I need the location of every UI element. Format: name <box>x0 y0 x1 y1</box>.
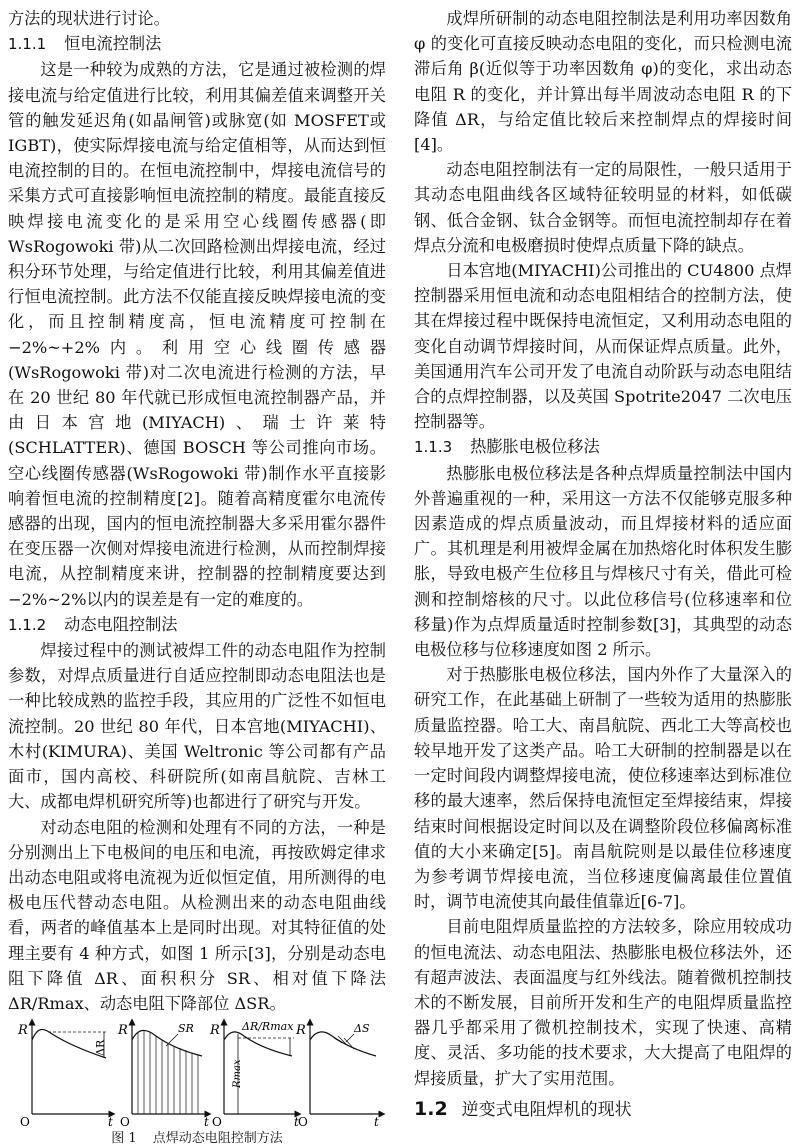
x-axis-label: t <box>108 1115 113 1129</box>
section-title: 恒电流控制法 <box>64 34 162 54</box>
paragraph: 焊接过程中的测试被焊工件的动态电阻作为控制参数，对焊点质量进行自适应控制即动态电阻法也是一种比较成熟的监控手段，其应用的广泛性不如恒电流控制。20 世纪 80 年代，日本宫地(MIYACHI)、木村(KIMURA)、美国 Weltronic 等公司都有产品面市，国内高校、科研院所(如南昌航院、吉林工大、成都电焊机研究所等)也都进行了研究与开发。 <box>8 641 386 812</box>
section-title: 热膨胀电极位移法 <box>470 437 600 457</box>
panel-s-r <box>117 1022 209 1128</box>
paragraph: 热膨胀电极位移法是各种点焊质量控制法中国内外普遍重视的一种，采用这一方法不仅能够克服多种因素造成的焊点质量波动，而且焊接材料的适应面广。其机理是利用被焊金属在加热熔化时体积发生膨胀，导致电极产生位移且与焊核尺寸有关，借此可检测和控制熔核的尺寸。以此位移信号(位移速率和位移量)作为点焊质量适时控制参数[3]，其典型的动态电极位移与位移速度如图 2 所示。 <box>414 463 792 660</box>
panel-delta-r <box>17 1022 113 1128</box>
paragraph: 动态电阻控制法有一定的局限性，一般只适用于其动态电阻曲线各区域特征较明显的材料，如低碳钢、低合金钢、钛合金钢等。而恒电流控制却存在着焊点分流和电极磨损时使焊点质量下降的缺点。 <box>414 160 792 255</box>
section-heading-1-1-3 <box>414 434 792 460</box>
section-number: 1.1.1 <box>8 35 47 54</box>
y-axis-label: R <box>18 1023 28 1039</box>
section-number: 1.1.2 <box>8 615 47 634</box>
y-axis-label: R <box>210 1023 220 1039</box>
section-number: 1.2 <box>414 1097 448 1120</box>
section-heading-1-1-1 <box>8 31 386 57</box>
figure-1-caption <box>8 1130 386 1148</box>
x-axis-label: t <box>374 1115 379 1129</box>
ratio-label: ΔR/Rmax <box>242 1020 294 1034</box>
paragraph: 对于热膨胀电极位移法，国内外作了大量深入的研究工作，在此基础上研制了一些较为适用的热膨胀质量监控器。哈工大、南昌航院、西北工大等高校也较早地开发了这类产品。哈工大研制的控制器是以在一定时间段内调整焊接电流，使位移速率达到标准位移的最大速率，然后保持电流恒定至焊接结束，焊接结束时间根据设定时间以及在调整阶段位移偏离标准值的大小来确定[5]。南昌航院则是以最佳位移速度为参考调节焊接电流，当位移速度偏离最佳位置值时，调节电流使其向最佳值靠近[6-7]。 <box>414 665 792 912</box>
left-column <box>8 6 386 1148</box>
origin-label: O <box>298 1115 308 1129</box>
s-r-label: SR <box>178 1022 194 1036</box>
panel-delta-s <box>295 1022 382 1128</box>
paragraph: 方法的现状进行讨论。 <box>8 9 170 28</box>
x-axis-label: t <box>204 1115 209 1129</box>
paragraph: 成焊所研制的动态电阻控制法是利用功率因数角 φ 的变化可直接反映动态电阻的变化，而只检测电流滞后角 β(近似等于功率因数角 φ)的变化，求出动态电阻 R 的变化，并计算出每半周波动态电阻 R 的下降值 ΔR，与给定值比较后来控制焊点的焊接时间[4]。 <box>414 9 792 155</box>
section-heading-1-2 <box>414 1097 792 1123</box>
figure-number: 图 1 <box>111 1131 137 1147</box>
figure-caption-text: 点焊动态电阻控制方法 <box>152 1131 283 1147</box>
origin-label: O <box>212 1115 222 1129</box>
paragraph: 这是一种较为成熟的方法，它是通过被检测的焊接电流与给定值进行比较，利用其偏差值来调整开关管的触发延迟角(如晶闸管)或脉宽(如 MOSFET或 IGBT)，使实际焊接电流与给定值相等，从而达到恒电流控制的目的。在恒电流控制中，焊接电流信号的采集方式可直接影响恒电流控制的精度。最能直接反映焊接电流变化的是采用空心线圈传感器(即 WsRogowoki 带)从二次回路检测出焊接电流，经过积分环节处理，与给定值进行比较，利用其偏差值进行恒电流控制。此方法不仅能直接反映焊接电流的变化，而且控制精度高，恒电流精度可控制在−2%~+2%内。利用空心线圈传感器(WsRogowoki 带)对二次电流进行检测的方法，早在 20 世纪 80 年代就已形成恒电流控制器产品，并由日本宫地(MIYACH)、瑞士许莱特(SCHLATTER)、德国 BOSCH 等公司推向市场。空心线圈传感器(WsRogowoki 带)制作水平直接影响着恒电流的控制精度[2]。随着高精度霍尔电流传感器的出现，国内的恒电流控制器大多采用霍尔器件在变压器一次侧对焊接电流进行检测，从而控制焊接电流，从控制精度来讲，控制器的控制精度要达到−2%~2%以内的误差是有一定的难度的。 <box>8 60 386 609</box>
section-title: 逆变式电阻焊机的现状 <box>461 1099 632 1120</box>
panel-ratio <box>209 1020 299 1128</box>
delta-s-label: ΔS <box>354 1022 370 1036</box>
figure-1-graphic <box>8 1018 386 1128</box>
paragraph: 目前电阻焊质量监控的方法较多，除应用较成功的恒电流法、动态电阻法、热膨胀电极位移法外，还有超声波法、表面温度与红外线法。随着微机控制技术的不断发展，目前所开发和生产的电阻焊质量监控器几乎都采用了微机控制技术，实现了快速、高精度、灵活、多功能的技术要求，大大提高了电阻焊的焊接质量，扩大了实用范围。 <box>414 917 792 1088</box>
right-column <box>414 6 792 1123</box>
delta-r-label: ΔR <box>94 1039 107 1057</box>
r-max-label: Rmax <box>232 1059 243 1089</box>
y-axis-label: R <box>118 1023 128 1039</box>
y-axis-label: R <box>296 1023 306 1039</box>
figure-1 <box>8 1018 386 1128</box>
section-heading-1-1-2 <box>8 612 386 638</box>
origin-label: O <box>120 1115 130 1129</box>
origin-label: O <box>20 1115 30 1129</box>
paragraph: 日本宫地(MIYACHI)公司推出的 CU4800 点焊控制器采用恒电流和动态电阻相结合的控制方法，使其在焊接过程中既保持电流恒定，又利用动态电阻的变化自动调节焊接时间，从而保证焊点质量。此外，美国通用汽车公司开发了电流自动阶跃与动态电阻结合的点焊控制器，以及英国 Spotrite2047 二次电压控制器等。 <box>414 261 792 432</box>
paragraph: 对动态电阻的检测和处理有不同的方法，一种是分别测出上下电极间的电压和电流，再按欧姆定律求出动态电阻或将电流视为近似恒定值，用所测得的电极电压代替动态电阻。从检测出来的动态电阻曲线看，两者的峰值基本上是同时出现。对其特征值的处理主要有 4 种方式，如图 1 所示[3]，分别是动态电阻下降值 ΔR、面积积分 SR、相对值下降法 ΔR/Rmax、动态电阻下降部位 ΔSR。 <box>8 817 386 1013</box>
section-title: 动态电阻控制法 <box>64 614 178 634</box>
section-number: 1.1.3 <box>414 438 453 457</box>
x-axis-label: t <box>294 1115 299 1129</box>
